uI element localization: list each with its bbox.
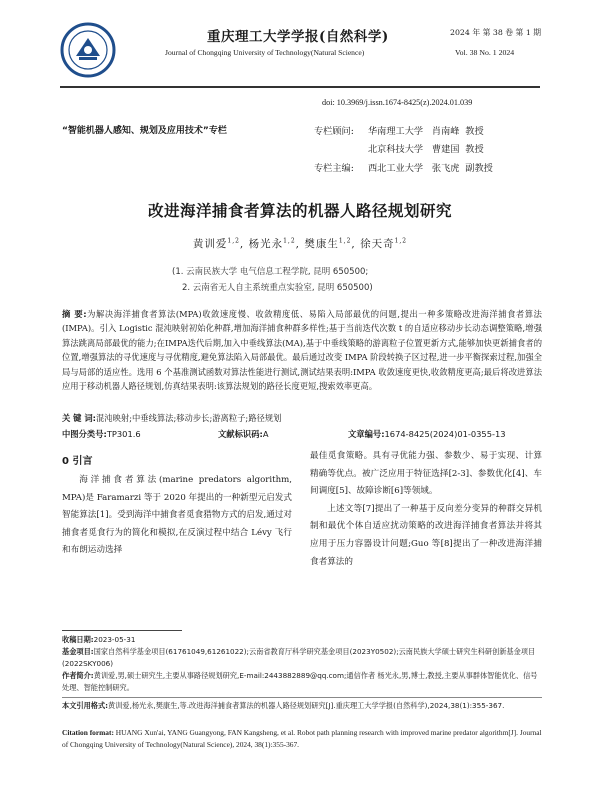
footnote-author	[62, 670, 542, 693]
author-name: 徐天奇	[360, 238, 395, 250]
author-sup: 1,2	[394, 237, 408, 245]
affiliation-2: 2. 云南省无人自主系统重点实验室, 昆明 650500)	[182, 283, 373, 293]
author-sup: 1,2	[227, 237, 240, 245]
journal-title-en: Journal of Chongqing University of Technology(Natural Science)	[165, 48, 365, 57]
art-label: 文章编号:	[348, 429, 385, 439]
affiliation-1: (1. 云南民族大学 电气信息工程学院, 昆明 650500;	[172, 267, 369, 277]
intro-right-column	[310, 448, 542, 571]
citation-cn	[62, 700, 542, 712]
keywords	[62, 412, 281, 424]
column-title: “智能机器人感知、规划及应用技术”专栏	[62, 126, 227, 136]
fund-text: 国家自然科学基金项目(61761049,61261022);云南省教育厅科学研究基金项目(2023Y0502);云南民族大学硕士研究生科研创新基金项目(2022SKY006)	[62, 647, 536, 668]
journal-title-cn: 重庆理工大学学报(自然科学)	[207, 29, 389, 45]
doc-value: A	[262, 429, 269, 439]
author-name: 樊康生	[304, 238, 339, 250]
author-name: 黄训爱	[192, 238, 228, 250]
column-editor-label: 专栏主编:	[314, 163, 354, 174]
footnote-received	[62, 634, 542, 646]
citation-en	[62, 727, 542, 750]
author-sup: 1,2	[338, 237, 352, 245]
abstract	[62, 307, 542, 393]
author-bio-label: 作者简介:	[62, 671, 94, 680]
intro-left-column	[62, 472, 292, 560]
cls-label: 中图分类号:	[62, 429, 107, 439]
paper-title: 改进海洋捕食者算法的机器人路径规划研究	[147, 202, 452, 220]
footnote-fund	[62, 646, 542, 669]
journal-logo	[60, 22, 116, 78]
author-sup: 1,2	[283, 237, 296, 245]
author-name: 杨光永	[248, 238, 284, 250]
doc-label: 文献标识码:	[218, 429, 263, 439]
column-advisor-1: 华南理工大学 肖南峰 教授	[368, 126, 484, 137]
citation-en-label: Citation format:	[62, 728, 114, 737]
footnote-rule-2	[62, 697, 542, 698]
column-advisors-label: 专栏顾问:	[314, 126, 354, 137]
section-heading-intro: 0 引言	[62, 456, 93, 467]
keywords-label: 关 键 词:	[62, 413, 96, 423]
doi: doi: 10.3969/j.issn.1674-8425(z).2024.01.039	[322, 98, 473, 107]
header-rule	[60, 86, 540, 88]
column-editor-1: 西北工业大学 张飞虎 副教授	[368, 163, 493, 174]
classification-number	[62, 428, 141, 440]
cls-value: TP301.6	[106, 429, 141, 439]
fund-label: 基金项目:	[62, 647, 94, 656]
intro-right-paragraph-0: 最佳觅食策略。具有寻优能力强、参数少、易于实现、计算精确等优点。被广泛应用于特征选择[2-3]、参数优化[4]、车间调度[5]、故障诊断[6]等领域。	[310, 451, 542, 497]
received-label: 收稿日期:	[62, 635, 94, 644]
journal-issue-cn: 2024 年 第 38 卷 第 1 期	[450, 28, 542, 37]
citation-en-text: HUANG Xun'ai, YANG Guangyong, FAN Kangsheng, et al. Robot path planning research with improved marine predator algorithm[J]. Journal of Chongqing University of Technology(Natural Science), 2024, 38(1):355-367.	[62, 728, 542, 749]
author-bio-text: 黄训爱,男,硕士研究生,主要从事路径规划研究,E-mail:2443882889@qq.com;通信作者 杨光永,男,博士,教授,主要从事群体智能优化、信号处理、智能控制研究。	[62, 671, 538, 692]
intro-left-paragraph: 海洋捕食者算法(marine predators algorithm, MPA)是 Faramarzi 等于 2020 年提出的一种新型元启发式智能算法[1]。受到海洋中捕食者觅食猎物方式的启发,通过对捕食者觅食行为的简化和模拟,在反演过程中结合 Lévy 飞行和布朗运动选择	[62, 475, 292, 556]
citation-cn-text: 黄训爱,杨光永,樊康生,等.改进海洋捕食者算法的机器人路径规划研究[J].重庆理工大学学报(自然科学),2024,38(1):355-367.	[108, 701, 505, 710]
citation-cn-label: 本文引用格式:	[62, 701, 108, 710]
footnote-rule	[62, 630, 182, 631]
author-list: 黄训爱$^{1,2}$, 杨光永$^{1,2}$, 樊康生$^{1,2}$, 徐天奇$^{1,2}$	[192, 237, 408, 250]
keywords-text: 混沌映射;中垂线算法;移动步长;游离粒子;路径规划	[96, 413, 282, 423]
article-number	[348, 428, 506, 440]
intro-right-paragraph-1: 上述文等[7]提出了一种基于反向差分变异的种群交异机制和最优个体自适应扰动策略的改进海洋捕食者算法并将其应用于压力容器设计问题;Guo 等[8]提出了一种改进海洋捕食者算法的	[310, 503, 542, 567]
received-date: 2023-05-31	[93, 635, 136, 644]
abstract-label: 摘 要:	[62, 309, 87, 319]
journal-issue-en: Vol. 38 No. 1 2024	[455, 48, 515, 57]
art-value: 1674-8425(2024)01-0355-13	[384, 429, 506, 439]
column-advisor-2: 北京科技大学 曹建国 教授	[368, 144, 484, 155]
abstract-text: 为解决海洋捕食者算法(MPA)收敛速度慢、收敛精度低、易陷入局部最优的问题,提出一种多策略改进海洋捕食者算法(IMPA)。引入 Logistic 混沌映射初始化种群,增加海洋捕食种群多样性;基于当前迭代次数 t 的自适应移动步长动态调整策略,增强算法跳离局部最优的能力;在IMPA迭代后期,加入中垂线算法(MA),基于中垂线策略的游离粒子位置更新方式,能够加快更新捕食者的位置,增强算法的寻优速度与寻优精度,避免算法陷入局部最优。最后通过改变 IMPA 阶段转换子区过程,进一步平衡探索过程,加强全局与局部的适应性。选用 6 个基准测试函数对算法性能进行测试,测试结果表明:IMPA 收敛速度更快,收敛精度更高;最后将改进算法应用于移动机器人路径规划,仿真结果表明:该算法规划的路径长度更短,搜索效率更高。	[62, 309, 542, 392]
document-code	[218, 428, 269, 440]
